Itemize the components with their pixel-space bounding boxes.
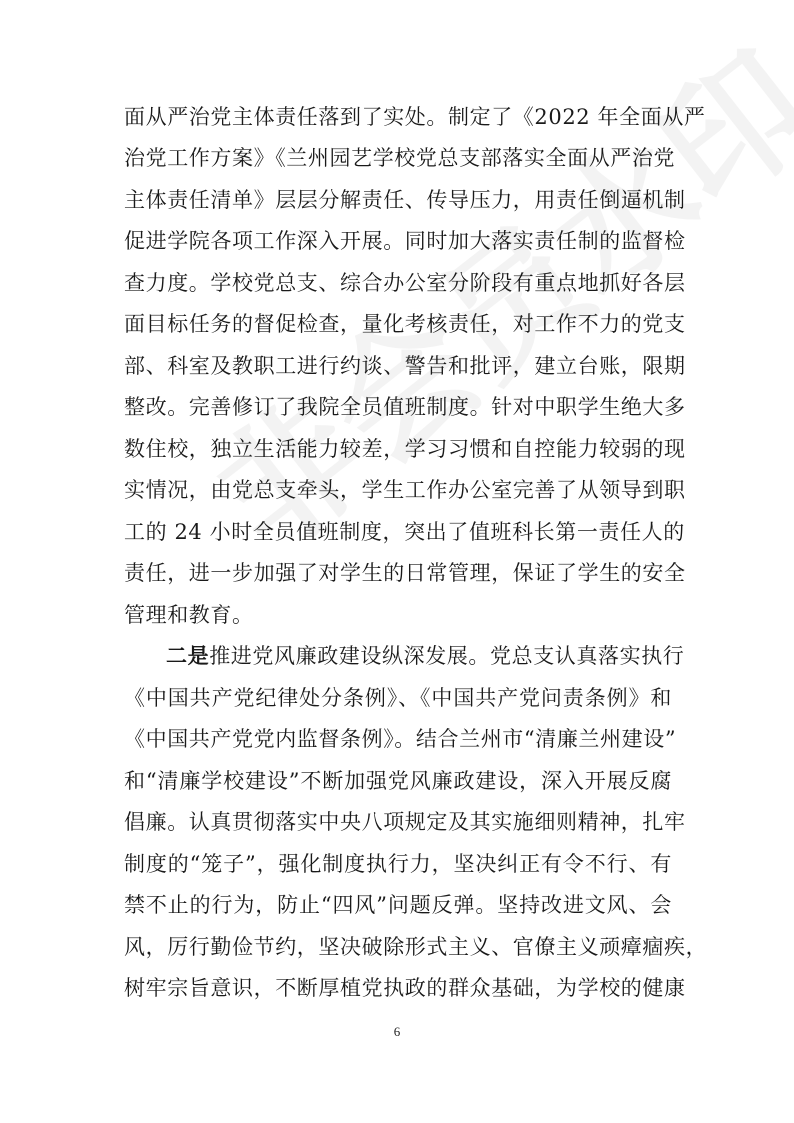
text-line: 面目标任务的督促检查，量化考核责任，对工作不力的党支 (124, 312, 686, 336)
text-line: 查力度。学校党总支、综合办公室分阶段有重点地抓好各层 (124, 271, 686, 295)
text-line: 《中国共产党纪律处分条例》、《中国共产党问责条例》和 (124, 686, 672, 710)
paragraph-first-line (166, 641, 685, 671)
text-line: 倡廉。认真贯彻落实中央八项规定及其实施细则精神，扎牢 (124, 810, 686, 834)
text-line: 推进党风廉政建设纵深发展。党总支认真落实执行 (209, 644, 685, 668)
text-line: 禁不止的行为，防止“四风”问题反弹。坚持改进文风、会 (124, 893, 672, 917)
text-line: 部、科室及教职工进行约谈、警告和批评，建立台账，限期 (124, 354, 686, 378)
text-line: 主体责任清单》层层分解责任、传导压力，用责任倒逼机制 (124, 188, 686, 212)
text-line: 促进学院各项工作深入开展。同时加大落实责任制的监督检 (124, 229, 686, 253)
text-line: 实情况，由党总支牵头，学生工作办公室完善了从领导到职 (124, 478, 686, 502)
text-line: 制度的“笼子”，强化制度执行力，坚决纠正有令不行、有 (124, 852, 672, 876)
text-line: 面从严治党主体责任落到了实处。制定了《2022 年全面从严 (124, 105, 706, 129)
text-line: 《中国共产党党内监督条例》。结合兰州市“清廉兰州建设” (124, 727, 677, 751)
page-number: 6 (393, 1024, 401, 1039)
text-line: 数住校，独立生活能力较差，学习习惯和自控能力较弱的现 (124, 437, 686, 461)
text-line: 风，厉行勤俭节约，坚决破除形式主义、官僚主义顽瘴痼疾， (124, 935, 708, 959)
text-line: 整改。完善修订了我院全员值班制度。针对中职学生绝大多 (124, 395, 686, 419)
text-line: 治党工作方案》《兰州园艺学校党总支部落实全面从严治党 (124, 146, 676, 170)
text-line: 工的 24 小时全员值班制度，突出了值班科长第一责任人的 (124, 520, 685, 544)
text-line: 树牢宗旨意识，不断厚植党执政的群众基础，为学校的健康 (124, 976, 686, 1000)
text-line: 责任，进一步加强了对学生的日常管理，保证了学生的安全 (124, 561, 686, 585)
text-line: 管理和教育。 (124, 603, 254, 627)
paragraph-lead: 二是 (166, 643, 210, 668)
text-line: 和“清廉学校建设”不断加强党风廉政建设，深入开展反腐 (124, 769, 672, 793)
